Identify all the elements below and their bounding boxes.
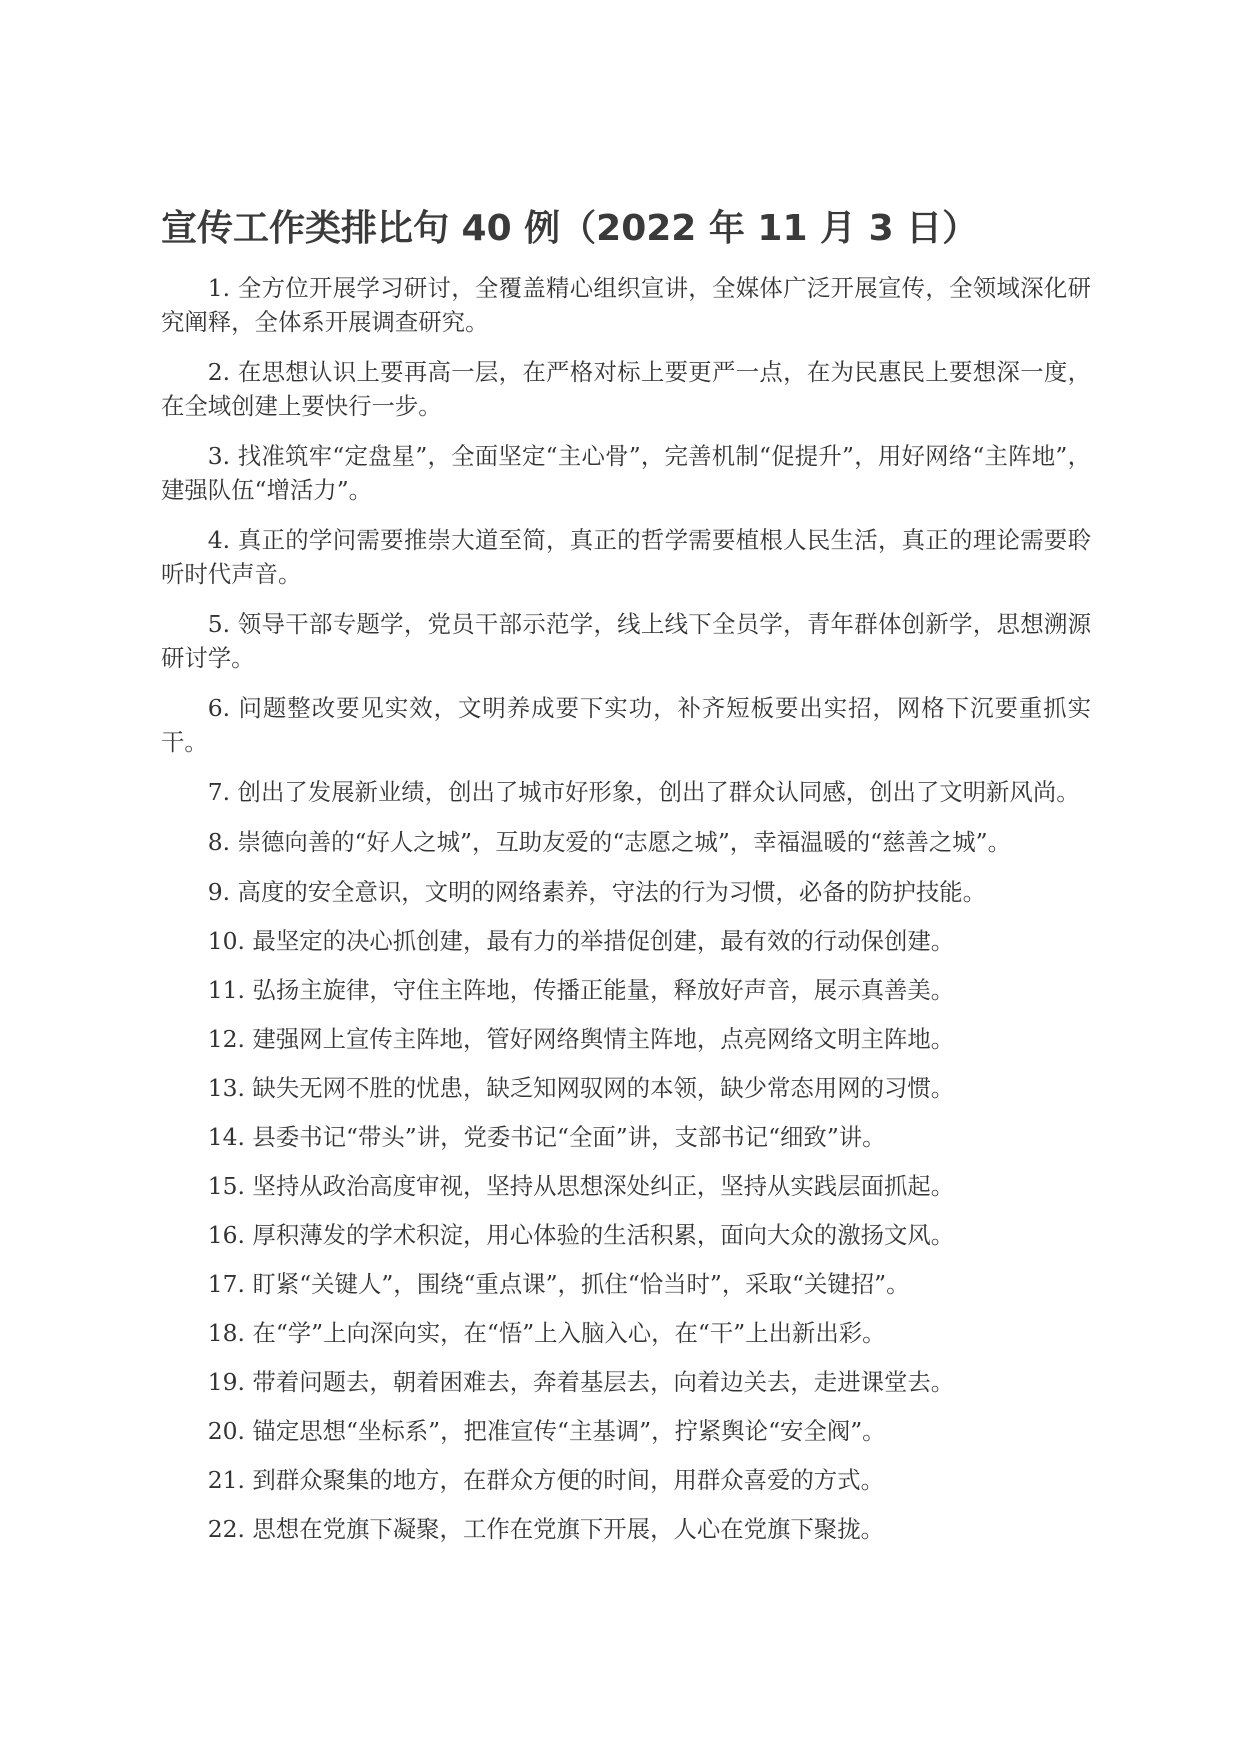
paragraph: 17. 盯紧“关键人”，围绕“重点课”，抓住“恰当时”，采取“关键招”。 — [207, 1270, 910, 1298]
paragraph: 4. 真正的学问需要推崇大道至简，真正的哲学需要植根人民生活，真正的理论需要聆听时代声音。 — [161, 526, 1091, 588]
paragraph: 10. 最坚定的决心抓创建，最有力的举措促创建，最有效的行动保创建。 — [207, 927, 955, 955]
document-body — [161, 271, 1091, 1561]
paragraph: 18. 在“学”上向深向实，在“悟”上入脑入心，在“干”上出新出彩。 — [207, 1319, 886, 1347]
paragraph: 6. 问题整改要见实效，文明养成要下实功，补齐短板要出实招，网格下沉要重抓实干。 — [161, 694, 1091, 756]
paragraph: 2. 在思想认识上要再高一层，在严格对标上要更严一点，在为民惠民上要想深一度，在全域创建上要快行一步。 — [161, 358, 1091, 420]
paragraph: 5. 领导干部专题学，党员干部示范学，线上线下全员学，青年群体创新学，思想溯源研讨学。 — [161, 610, 1091, 672]
paragraph: 21. 到群众聚集的地方，在群众方便的时间，用群众喜爱的方式。 — [207, 1466, 884, 1494]
paragraph: 9. 高度的安全意识，文明的网络素养，守法的行为习惯，必备的防护技能。 — [207, 878, 987, 906]
paragraph: 20. 锚定思想“坐标系”，把准宣传“主基调”，拧紧舆论“安全阀”。 — [207, 1417, 886, 1445]
paragraph: 22. 思想在党旗下凝聚，工作在党旗下开展，人心在党旗下聚拢。 — [207, 1515, 884, 1543]
paragraph: 15. 坚持从政治高度审视，坚持从思想深处纠正，坚持从实践层面抓起。 — [207, 1172, 955, 1200]
paragraph: 12. 建强网上宣传主阵地，管好网络舆情主阵地，点亮网络文明主阵地。 — [207, 1025, 955, 1053]
paragraph: 16. 厚积薄发的学术积淀，用心体验的生活积累，面向大众的激扬文风。 — [207, 1221, 955, 1249]
paragraph: 7. 创出了发展新业绩，创出了城市好形象，创出了群众认同感，创出了文明新风尚。 — [207, 778, 1080, 806]
paragraph: 1. 全方位开展学习研讨，全覆盖精心组织宣讲，全媒体广泛开展宣传，全领域深化研究阐释，全体系开展调查研究。 — [161, 274, 1091, 336]
paragraph: 3. 找准筑牢“定盘星”，全面坚定“主心骨”，完善机制“促提升”，用好网络“主阵地”，建强队伍“增活力”。 — [161, 442, 1091, 504]
paragraph: 13. 缺失无网不胜的忧患，缺乏知网驭网的本领，缺少常态用网的习惯。 — [207, 1074, 955, 1102]
paragraph: 14. 县委书记“带头”讲，党委书记“全面”讲，支部书记“细致”讲。 — [207, 1123, 886, 1151]
paragraph: 8. 崇德向善的“好人之城”，互助友爱的“志愿之城”，幸福温暖的“慈善之城”。 — [207, 828, 1012, 856]
paragraph: 19. 带着问题去，朝着困难去，奔着基层去，向着边关去，走进课堂去。 — [207, 1368, 955, 1396]
document-title: 宣传工作类排比句 40 例（2022 年 11 月 3 日） — [161, 208, 979, 249]
paragraph: 11. 弘扬主旋律，守住主阵地，传播正能量，释放好声音，展示真善美。 — [207, 976, 955, 1004]
